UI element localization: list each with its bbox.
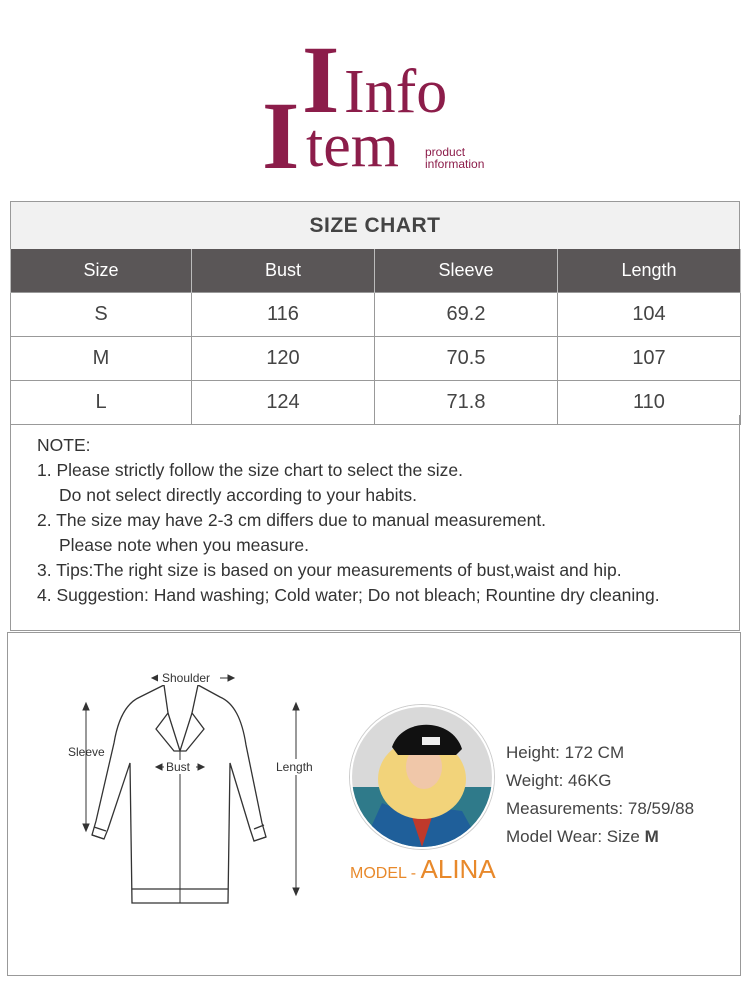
model-measurements: Measurements: 78/59/88 bbox=[506, 799, 695, 818]
size-notes bbox=[10, 415, 740, 631]
note-line: 1. Please strictly follow the size chart to select the size. bbox=[37, 460, 464, 480]
cell-length: 104 bbox=[558, 293, 741, 337]
logo-word-tem: tem bbox=[306, 112, 399, 180]
model-photo bbox=[350, 705, 494, 849]
size-chart bbox=[10, 201, 740, 425]
model-panel bbox=[7, 632, 741, 976]
table-row bbox=[11, 337, 741, 381]
cell-size: L bbox=[11, 381, 192, 425]
note-line: 3. Tips:The right size is based on your measurements of bust,waist and hip. bbox=[37, 560, 622, 580]
size-chart-title: SIZE CHART bbox=[10, 201, 740, 249]
logo-word-info: Info bbox=[344, 58, 448, 126]
header-length: Length bbox=[558, 249, 741, 293]
model-wear-label: Model Wear: Size bbox=[506, 827, 645, 846]
note-line: Do not select directly according to your habits. bbox=[59, 485, 417, 505]
logo-letter-i-bottom: I bbox=[262, 82, 300, 189]
cell-length: 107 bbox=[558, 337, 741, 381]
size-table-header bbox=[11, 249, 741, 293]
cell-sleeve: 69.2 bbox=[375, 293, 558, 337]
logo-sub-information: information bbox=[425, 157, 485, 171]
size-table bbox=[10, 249, 741, 425]
label-bust: Bust bbox=[166, 760, 191, 774]
model-height: Height: 172 CM bbox=[506, 743, 625, 762]
model-weight: Weight: 46KG bbox=[506, 771, 612, 790]
table-row bbox=[11, 293, 741, 337]
model-name-label bbox=[350, 854, 496, 885]
model-wear bbox=[506, 823, 694, 851]
model-wear-size: M bbox=[644, 827, 659, 846]
notes-heading: NOTE: bbox=[37, 435, 91, 455]
note-line: Please note when you measure. bbox=[59, 535, 310, 555]
cell-bust: 120 bbox=[192, 337, 375, 381]
coat-measurement-diagram bbox=[56, 663, 316, 913]
model-name: ALINA bbox=[420, 854, 496, 884]
model-prefix: MODEL - bbox=[350, 865, 421, 882]
header-bust: Bust bbox=[192, 249, 375, 293]
cell-size: M bbox=[11, 337, 192, 381]
logo-letter-i-top: I bbox=[302, 26, 340, 133]
cell-sleeve: 70.5 bbox=[375, 337, 558, 381]
header-sleeve: Sleeve bbox=[375, 249, 558, 293]
label-sleeve: Sleeve bbox=[68, 745, 105, 759]
label-length: Length bbox=[276, 760, 313, 774]
cell-bust: 124 bbox=[192, 381, 375, 425]
label-shoulder: Shoulder bbox=[162, 671, 211, 685]
cell-bust: 116 bbox=[192, 293, 375, 337]
cell-length: 110 bbox=[558, 381, 741, 425]
cell-size: S bbox=[11, 293, 192, 337]
header-size: Size bbox=[11, 249, 192, 293]
logo-sub-product: product bbox=[425, 145, 466, 159]
cell-sleeve: 71.8 bbox=[375, 381, 558, 425]
note-line: 4. Suggestion: Hand washing; Cold water; Do not bleach; Rountine dry cleaning. bbox=[37, 585, 660, 605]
info-item-logo bbox=[0, 0, 750, 195]
model-stats bbox=[506, 739, 694, 851]
note-line: 2. The size may have 2-3 cm differs due to manual measurement. bbox=[37, 510, 547, 530]
